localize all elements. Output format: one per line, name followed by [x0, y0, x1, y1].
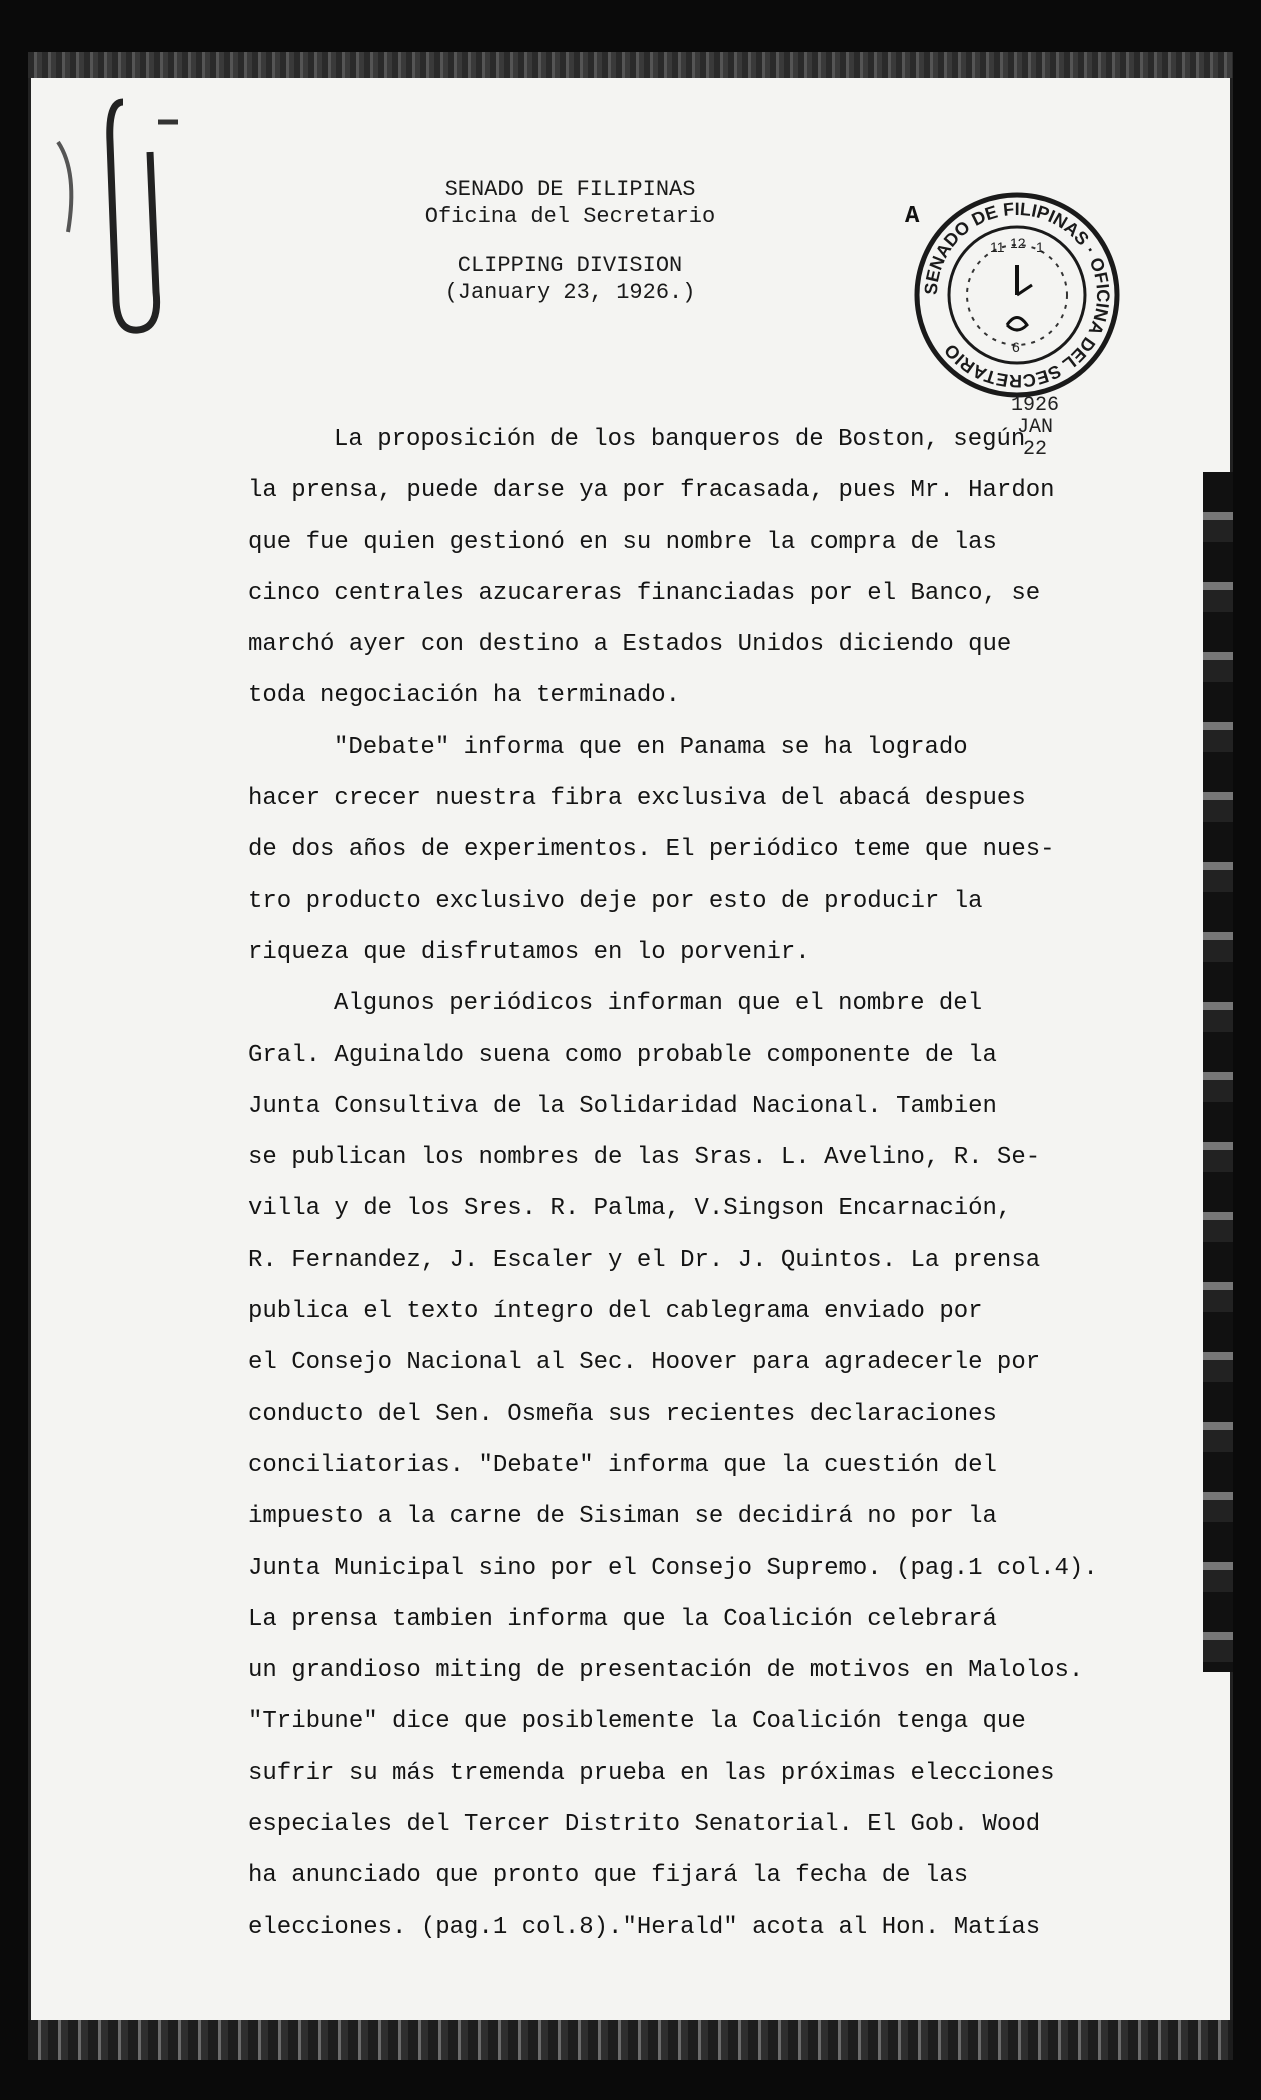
- paper-clip-mark: [38, 82, 238, 342]
- text-line: ha anunciado que pronto que fijará la fecha de las: [248, 1862, 969, 1890]
- text-line: villa y de los Sres. R. Palma, V.Singson Encarnación,: [248, 1195, 1012, 1223]
- clock-number: 1: [1036, 239, 1044, 255]
- scan-top-edge: [28, 52, 1233, 78]
- text-line: riqueza que disfrutamos en lo porvenir.: [248, 938, 810, 966]
- received-stamp: [912, 190, 1122, 400]
- header-senate: SENADO DE FILIPINAS: [444, 177, 696, 202]
- text-line: elecciones. (pag.1 col.8)."Herald" acota al Hon. Matías: [248, 1913, 1041, 1941]
- header-office: Oficina del Secretario: [424, 204, 716, 229]
- text-line: cinco centrales azucareras financiadas por el Banco, se: [248, 579, 1041, 607]
- text-line: publica el texto íntegro del cablegrama enviado por: [248, 1298, 983, 1326]
- header-division: CLIPPING DIVISION: [457, 253, 683, 278]
- text-line: La prensa tambien informa que la Coalición celebrará: [248, 1605, 997, 1633]
- text-line: marchó ayer con destino a Estados Unidos diciendo que: [248, 631, 1012, 659]
- text-line: sufrir su más tremenda prueba en las próximas elecciones: [248, 1759, 1055, 1787]
- document-header: [360, 176, 780, 306]
- text-line: Algunos periódicos informan que el nombre del: [334, 990, 983, 1018]
- text-line: la prensa, puede darse ya por fracasada, pues Mr. Hardon: [248, 477, 1055, 505]
- text-line: tro producto exclusivo deje por esto de producir la: [248, 887, 983, 915]
- text-line: el Consejo Nacional al Sec. Hoover para agradecerle por: [248, 1349, 1041, 1377]
- text-line: toda negociación ha terminado.: [248, 682, 681, 710]
- stamp-month: JAN: [1016, 416, 1053, 439]
- clock-number: 12: [1010, 235, 1026, 251]
- text-line: Junta Consultiva de la Solidaridad Nacional. Tambien: [248, 1092, 997, 1120]
- stamp-ring-text: SENADO DE FILIPINAS · OFICINA DEL SECRETARIO: [920, 198, 1114, 392]
- text-line: un grandioso miting de presentación de motivos en Malolos.: [248, 1657, 1084, 1685]
- text-line: conducto del Sen. Osmeña sus recientes declaraciones: [248, 1400, 997, 1428]
- text-line: La proposición de los banqueros de Boston, según: [334, 426, 1026, 453]
- text-line: especiales del Tercer Distrito Senatorial. El Gob. Wood: [248, 1811, 1041, 1839]
- text-line: R. Fernandez, J. Escaler y el Dr. J. Quintos. La prensa: [248, 1246, 1041, 1274]
- text-line: "Debate" informa que en Panama se ha logrado: [334, 733, 968, 761]
- text-line: Gral. Aguinaldo suena como probable componente de la: [248, 1041, 997, 1069]
- text-line: conciliatorias. "Debate" informa que la cuestión del: [248, 1451, 997, 1479]
- text-line: de dos años de experimentos. El periódico teme que nues-: [248, 836, 1055, 864]
- clock-number: 6: [1012, 339, 1020, 355]
- clipping-body: [248, 414, 1148, 1953]
- scan-right-edge: [1203, 472, 1233, 1672]
- stamp-letter: A: [905, 203, 920, 230]
- text-line: "Tribune" dice que posiblemente la Coalición tenga que: [248, 1708, 1026, 1736]
- text-line: se publican los nombres de las Sras. L. Avelino, R. Se-: [248, 1144, 1041, 1172]
- stamp-day: 22: [1022, 438, 1047, 461]
- text-line: impuesto a la carne de Sisiman se decidirá no por la: [248, 1503, 997, 1531]
- text-line: que fue quien gestionó en su nombre la compra de las: [248, 528, 997, 556]
- clock-number: 11: [990, 239, 1005, 255]
- scan-bottom-edge: [28, 2020, 1233, 2060]
- text-line: hacer crecer nuestra fibra exclusiva del abacá despues: [248, 785, 1026, 813]
- stamp-year: 1926: [1010, 394, 1059, 417]
- header-date: (January 23, 1926.): [444, 280, 696, 305]
- text-line: Junta Municipal sino por el Consejo Supremo. (pag.1 col.4).: [248, 1554, 1098, 1582]
